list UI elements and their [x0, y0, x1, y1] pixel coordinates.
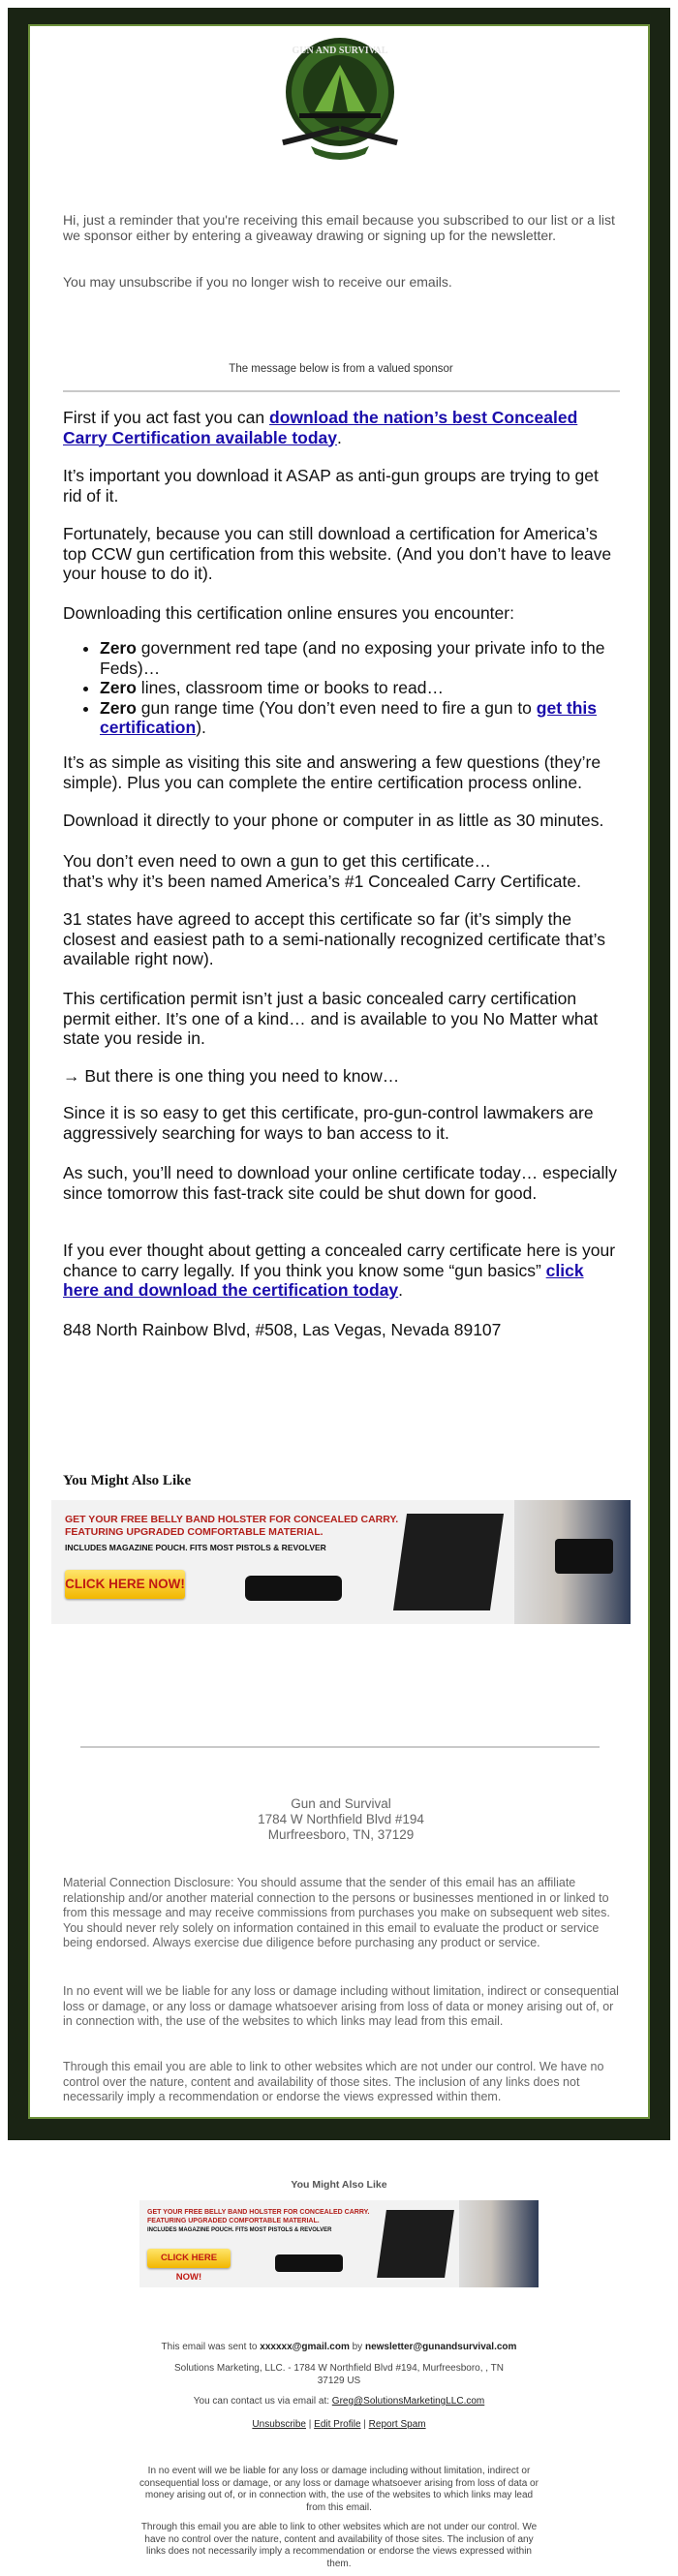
message-paragraph: that’s why it’s been named America’s #1 Concealed Carry Certificate.	[63, 872, 581, 891]
message-paragraph: 31 states have agreed to accept this certificate so far (it’s simply the closest and easiest path to a semi-nationally recognized certificate that’s available right now).	[63, 909, 605, 968]
message-paragraph: Download it directly to your phone or computer in as little as 30 minutes.	[63, 811, 604, 830]
message-paragraph: It’s as simple as visiting this site and answering a few questions (they’re simple). Plus you can complete the entire certification process online.	[63, 752, 601, 792]
you-might-also-like-heading: You Might Also Like	[63, 1473, 192, 1488]
outer-liability-disclaimer: In no event will we be liable for any loss or damage including without limitation, indirect or consequential loss or damage, or any loss or damage whatsoever arising from loss of data or money arising out of, or in connection with, the use of the websites to which links may lead from this email.	[139, 2466, 539, 2513]
logo-text: GUN AND SURVIVAL	[292, 46, 388, 56]
contact-line: You can contact us via email at: Greg@SolutionsMarketingLLC.com	[193, 2396, 485, 2407]
click-here-now-button[interactable]: CLICK HERE NOW!	[147, 2249, 231, 2268]
get-certification-link[interactable]: get this certification	[100, 697, 598, 737]
gun-and-survival-logo[interactable]	[272, 32, 408, 168]
footer-street: 1784 W Northfield Blvd #194	[258, 1812, 424, 1826]
holster-image	[393, 1514, 504, 1610]
ad-headline: FEATURING UPGRADED COMFORTABLE MATERIAL.	[65, 1526, 324, 1538]
unsubscribe-note: You may unsubscribe if you no longer wish to receive our emails.	[63, 274, 452, 290]
email-frame	[8, 8, 670, 2140]
material-connection-disclosure: Material Connection Disclosure: You should assume that the sender of this email has an affiliate relationship and/or another material connection to the persons or businesses mentioned in or linked to from this message and may receive commissions from purchases you make on subsequent web sites. You should never rely solely on information contained in this email to evaluate the product or service being endorsed. Always exercise due diligence before purchasing any product or service.	[63, 1876, 610, 1949]
external-links-disclaimer: Through this email you are able to link to other websites which are not under our control. We have no control over the nature, content and availability of those sites. The inclusion of any links does not necessarily imply a recommendation or endorse the views expressed within them.	[63, 2060, 604, 2103]
outer-you-might-also-like: You Might Also Like	[291, 2179, 387, 2191]
ad-headline: GET YOUR FREE BELLY BAND HOLSTER FOR CONCEALED CARRY.	[147, 2209, 370, 2216]
list-item: • Zero gun range time (You don’t even need to fire a gun to get this certification).	[100, 698, 620, 738]
message-paragraph: This certification permit isn’t just a basic concealed carry certification permit either. It’s one of a kind… and is available to you No Matter what state you reside in.	[63, 989, 599, 1048]
email-card	[28, 24, 650, 2119]
benefits-list	[63, 638, 620, 738]
message-paragraph: You don’t even need to own a gun to get this certificate…	[63, 851, 492, 871]
edit-profile-link[interactable]: Edit Profile	[314, 2419, 361, 2430]
sponsor-message	[63, 408, 620, 1405]
sponsor-note: The message below is from a valued sponsor	[229, 363, 453, 375]
sender-email: newsletter@gunandsurvival.com	[364, 2342, 517, 2352]
contact-email-link[interactable]: Greg@SolutionsMarketingLLC.com	[331, 2396, 485, 2407]
message-paragraph: First if you act fast you can download the nation’s best Concealed Carry Certification available today.	[63, 408, 578, 447]
message-paragraph: Fortunately, because you can still download a certification for America’s top CCW gun certification from this website. (And you don’t have to leave your house to do it).	[63, 524, 612, 583]
belly-band-image	[245, 1576, 342, 1601]
ad-headline: FEATURING UPGRADED COMFORTABLE MATERIAL.	[147, 2218, 320, 2224]
outer-links-disclaimer: Through this email you are able to link to other websites which are not under our control. We have no control over the nature, content and availability of those sites. The inclusion of any links does not necessarily imply a recommendation or endorse the views expressed within them.	[140, 2522, 538, 2569]
holster-image	[377, 2210, 454, 2278]
model-image	[459, 2200, 539, 2287]
legal-section	[63, 1876, 620, 2108]
subscription-reminder: Hi, just a reminder that you're receiving this email because you subscribed to our list or a list we sponsor either by entering a giveaway drawing or signing up for the newsletter.	[63, 212, 615, 243]
download-certification-today-link[interactable]: click here and download the certification today	[63, 1260, 584, 1300]
message-paragraph: Downloading this certification online ensures you encounter:	[63, 603, 514, 623]
worn-holster-image	[555, 1539, 613, 1574]
unsubscribe-link[interactable]: Unsubscribe	[252, 2419, 306, 2430]
belly-band-image	[275, 2254, 343, 2272]
ad-subline: INCLUDES MAGAZINE POUCH. FITS MOST PISTOLS & REVOLVER	[65, 1543, 326, 1552]
ad-subline: INCLUDES MAGAZINE POUCH. FITS MOST PISTOLS & REVOLVER	[147, 2227, 332, 2233]
sponsor-address: 848 North Rainbow Blvd, #508, Las Vegas, Nevada 89107	[63, 1320, 502, 1339]
belly-band-holster-ad[interactable]	[51, 1500, 631, 1624]
click-here-now-button[interactable]: CLICK HERE NOW!	[65, 1570, 185, 1599]
footer-city: Murfreesboro, TN, 37129	[267, 1827, 415, 1842]
report-spam-link[interactable]: Report Spam	[368, 2419, 426, 2430]
message-paragraph: Since it is so easy to get this certificate, pro-gun-control lawmakers are aggressively searching for ways to ban access to it.	[63, 1103, 594, 1143]
footer-company: Gun and Survival	[291, 1796, 391, 1811]
message-paragraph: As such, you’ll need to download your online certificate today… especially since tomorrow this fast-track site could be shut down for good.	[63, 1163, 617, 1203]
company-line: Solutions Marketing, LLC. - 1784 W Northfield Blvd #194, Murfreesboro, , TN 37129 US	[174, 2363, 504, 2386]
ad-headline: GET YOUR FREE BELLY BAND HOLSTER FOR CONCEALED CARRY.	[65, 1514, 399, 1525]
footer-links: Unsubscribe | Edit Profile | Report Spam	[252, 2419, 426, 2430]
sent-to-line: This email was sent to xxxxxx@gmail.com by newsletter@gunandsurvival.com	[161, 2342, 517, 2352]
message-paragraph: → But there is one thing you need to know…	[63, 1066, 400, 1086]
divider	[63, 390, 620, 392]
message-paragraph: It’s important you download it ASAP as anti-gun groups are trying to get rid of it.	[63, 466, 599, 506]
list-item: • Zero lines, classroom time or books to read…	[100, 678, 620, 698]
recipient-email: xxxxxx@gmail.com	[260, 2342, 350, 2352]
liability-disclaimer: In no event will we be liable for any loss or damage including without limitation, indirect or consequential loss or damage, or any loss or damage whatsoever arising from loss of data or money arising out of, or in connection with, the use of the websites to which links may lead from this email.	[63, 1984, 619, 2028]
message-paragraph: If you ever thought about getting a concealed carry certificate here is your chance to carry legally. If you think you know some “gun basics” click here and download the certification today.	[63, 1241, 616, 1300]
list-item: • Zero government red tape (and no exposing your private info to the Feds)…	[100, 638, 620, 678]
divider	[80, 1746, 600, 1748]
outer-belly-band-holster-ad[interactable]	[139, 2200, 539, 2287]
download-certification-link[interactable]: download the nation’s best Concealed Carry Certification available today	[63, 408, 578, 447]
